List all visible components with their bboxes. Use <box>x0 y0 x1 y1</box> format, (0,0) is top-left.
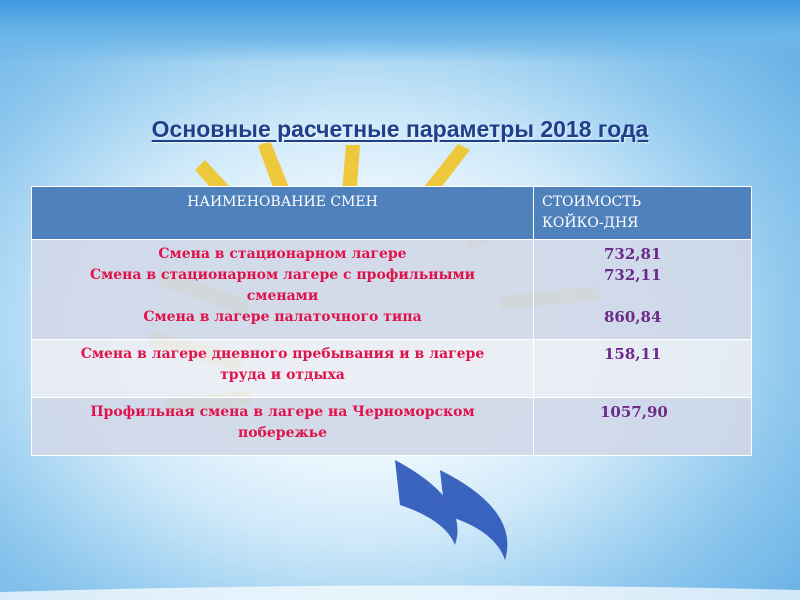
column-header-cost-line-2: КОЙКО-ДНЯ <box>542 215 639 231</box>
cost-value-cell <box>534 398 752 456</box>
column-header-cost <box>534 187 752 240</box>
shift-name-line: сменами <box>246 288 319 304</box>
shift-name-line: побережье <box>237 425 328 441</box>
table-header-row <box>32 187 752 240</box>
shift-name-line: труда и отдыха <box>220 367 345 383</box>
cost-table <box>31 186 752 456</box>
table-row <box>32 340 752 398</box>
shift-name-line: Смена в стационарном лагере с профильными <box>89 267 476 283</box>
cost-value: 1057,90 <box>600 403 668 421</box>
slide-title: Основные расчетные параметры 2018 года <box>151 116 649 142</box>
shift-name-line: Смена в лагере дневного пребывания и в лагере <box>80 346 485 362</box>
column-header-name: НАИМЕНОВАНИЕ СМЕН <box>32 187 534 240</box>
cost-table-container <box>31 186 751 456</box>
cost-value: 732,81 <box>604 245 662 263</box>
cost-value-spacer <box>604 286 743 307</box>
column-header-cost-line-1: СТОИМОСТЬ <box>542 194 642 210</box>
shift-name-cell <box>32 340 534 398</box>
cost-value-cell <box>534 340 752 398</box>
shift-name-cell <box>32 398 534 456</box>
table-row <box>32 398 752 456</box>
shift-name-line: Смена в стационарном лагере <box>158 246 407 262</box>
shift-name-line: Профильная смена в лагере на Черноморском <box>90 404 475 420</box>
cost-value: 158,11 <box>604 345 662 363</box>
cost-value-cell <box>534 240 752 340</box>
table-row <box>32 240 752 340</box>
cost-value: 860,84 <box>604 308 662 326</box>
shift-name-line: Смена в лагере палаточного типа <box>143 309 422 325</box>
cost-value: 732,11 <box>604 266 662 284</box>
shift-name-cell <box>32 240 534 340</box>
